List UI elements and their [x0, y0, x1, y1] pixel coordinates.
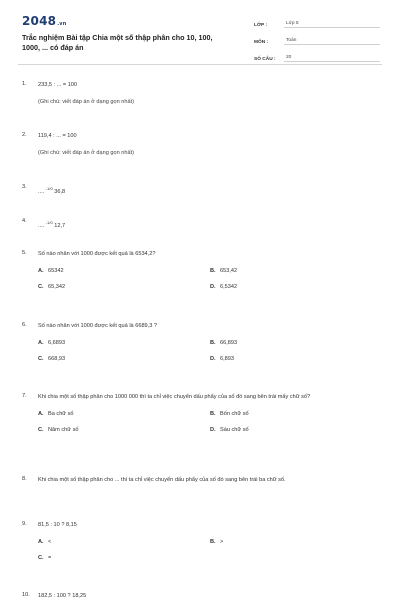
question-5	[22, 250, 382, 290]
option-c[interactable]	[38, 356, 210, 362]
option-text: 6,5342	[220, 284, 238, 290]
option-a[interactable]	[38, 411, 210, 417]
option-d[interactable]	[210, 427, 382, 433]
question-number: 2.	[22, 132, 27, 138]
document-title: Trắc nghiệm Bài tập Chia một số thập phân cho 10, 100, 1000, ... có đáp án	[22, 33, 213, 52]
option-label: A.	[38, 411, 44, 417]
option-a[interactable]	[38, 340, 210, 346]
question-number: 6.	[22, 322, 27, 328]
option-text: 66,893	[220, 340, 238, 346]
meta-row-count	[254, 50, 380, 62]
question-text: Khi chia một số thập phân cho 1000 000 thì ta chỉ việc chuyển dấu phẩy của số đó sang bên trái mấy chữ số?	[38, 394, 311, 400]
options	[38, 268, 382, 290]
question-number: 9.	[22, 521, 27, 527]
meta-label: MÔN :	[254, 40, 269, 45]
option-label: A.	[38, 268, 44, 274]
blank: ....	[38, 222, 45, 229]
option-b[interactable]	[210, 539, 382, 545]
option-label: C.	[38, 284, 44, 290]
option-a[interactable]	[38, 268, 210, 274]
question-9	[22, 521, 382, 561]
option-text: 65342	[48, 268, 64, 274]
question-text: 182,5 : 100 ? 18,25	[38, 593, 87, 599]
option-text: 653,42	[220, 268, 238, 274]
question-text	[38, 184, 382, 197]
question-number: 8.	[22, 476, 27, 482]
meta-row-class	[254, 16, 380, 28]
option-c[interactable]	[38, 284, 210, 290]
option-label: A.	[38, 340, 44, 346]
option-text: Bốn chữ số	[220, 411, 249, 417]
meta-label: SỐ CÂU :	[254, 57, 276, 62]
options	[38, 411, 382, 433]
logo-text: 2048	[22, 14, 57, 28]
question-value: 12,7	[52, 222, 66, 229]
question-3	[22, 184, 382, 197]
meta-row-subject	[254, 33, 380, 45]
option-label: C.	[38, 356, 44, 362]
option-text: 6,6893	[48, 340, 66, 346]
question-text: Số nào nhân với 1000 được kết quả là 6534,2?	[38, 251, 156, 257]
option-c[interactable]	[38, 427, 210, 433]
option-label: B.	[210, 539, 216, 545]
option-text: >	[220, 539, 224, 545]
question-text	[38, 218, 382, 231]
option-text: Năm chữ số	[48, 427, 79, 433]
question-number: 3.	[22, 184, 27, 190]
question-note: (Ghi chú: viết đáp án ở dạng gọn nhất)	[38, 150, 135, 156]
option-label: C.	[38, 427, 44, 433]
logo-suffix: .vn	[57, 21, 67, 27]
blank: ....	[38, 188, 45, 195]
option-a[interactable]	[38, 539, 210, 545]
question-text: Khi chia một số thập phân cho ... thì ta chỉ việc chuyển dấu phẩy của số đó sang bên trái ba chữ số.	[38, 477, 286, 483]
option-label: D.	[210, 284, 216, 290]
header-divider	[18, 64, 382, 65]
option-b[interactable]	[210, 340, 382, 346]
question-1	[22, 81, 382, 107]
question-number: 10.	[22, 592, 30, 598]
option-c[interactable]	[38, 555, 210, 561]
question-number: 7.	[22, 393, 27, 399]
option-label: A.	[38, 539, 44, 545]
question-note: (Ghi chú: viết đáp án ở dạng gọn nhất)	[38, 99, 135, 105]
option-b[interactable]	[210, 411, 382, 417]
question-8	[22, 476, 382, 485]
site-logo[interactable]	[22, 14, 67, 28]
option-text: <	[48, 539, 52, 545]
meta-value: Lớp 5	[284, 21, 380, 28]
option-label: D.	[210, 356, 216, 362]
meta-panel	[254, 16, 380, 67]
option-label: B.	[210, 411, 216, 417]
meta-value: Toán	[284, 38, 380, 45]
question-number: 4.	[22, 218, 27, 224]
option-text: 65,342	[48, 284, 66, 290]
meta-value: 20	[284, 55, 380, 62]
options	[38, 340, 382, 362]
option-d[interactable]	[210, 284, 382, 290]
question-10	[22, 592, 382, 600]
option-text: 6,893	[220, 356, 234, 362]
question-text: 119,4 : ... = 100	[38, 133, 77, 139]
question-6	[22, 322, 382, 362]
question-value: 36,8	[52, 188, 66, 195]
question-4	[22, 218, 382, 231]
options	[38, 539, 382, 561]
question-text: 81,5 : 10 ? 8,15	[38, 522, 77, 528]
question-7	[22, 393, 382, 433]
question-text: 233,5 : ... = 100	[38, 82, 78, 88]
option-b[interactable]	[210, 268, 382, 274]
option-label: C.	[38, 555, 44, 561]
superscript: -1/0	[45, 220, 53, 225]
question-number: 5.	[22, 250, 27, 256]
meta-label: LỚP :	[254, 23, 268, 28]
option-label: D.	[210, 427, 216, 433]
question-text: Số nào nhân với 1000 được kết quả là 6689,3 ?	[38, 323, 158, 329]
superscript: -1/0	[45, 186, 53, 191]
option-label: B.	[210, 268, 216, 274]
option-text: Ba chữ số	[48, 411, 74, 417]
option-text: Sáu chữ số	[220, 427, 249, 433]
option-label: B.	[210, 340, 216, 346]
option-text: 668,93	[48, 356, 66, 362]
option-d[interactable]	[210, 356, 382, 362]
question-2	[22, 132, 382, 158]
option-text: =	[48, 555, 52, 561]
question-number: 1.	[22, 81, 27, 87]
